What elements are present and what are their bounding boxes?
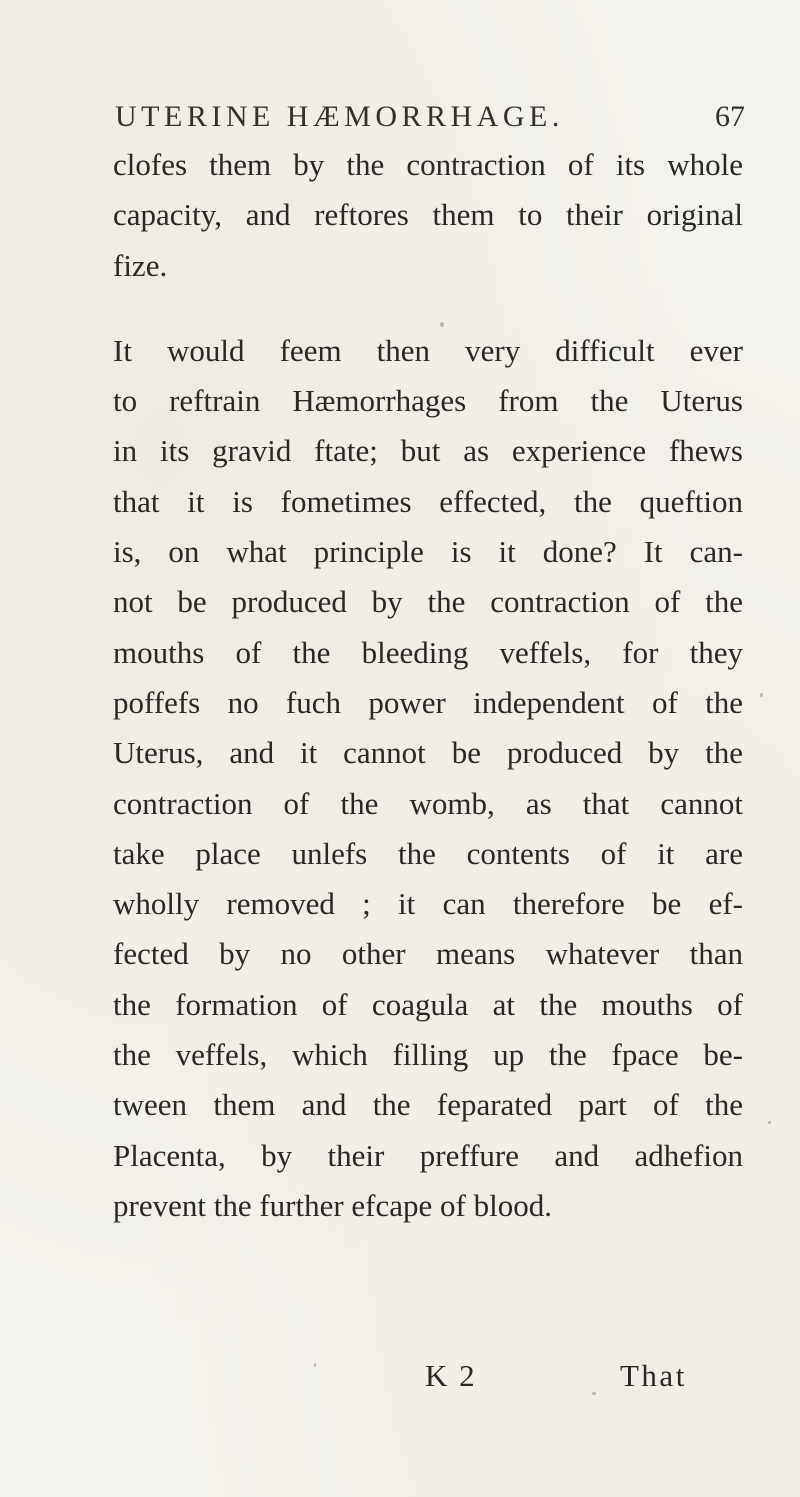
paper-speck xyxy=(760,693,763,697)
catchword: That xyxy=(620,1358,687,1393)
running-head-title: UTERINE HÆMORRHAGE. xyxy=(115,100,564,133)
paragraph-2 xyxy=(113,326,743,1231)
running-head xyxy=(115,100,745,140)
signature-mark: K 2 xyxy=(425,1358,477,1393)
text-line: not be produced by the contraction of the xyxy=(113,584,743,620)
text-line: capacity, and reftores them to their original xyxy=(113,197,743,233)
paper-speck xyxy=(592,1392,596,1395)
text-line: in its gravid ftate; but as experience fhews xyxy=(113,433,743,469)
text-line: tween them and the feparated part of the xyxy=(113,1087,743,1123)
paper-speck xyxy=(314,1363,316,1367)
text-line: the formation of coagula at the mouths of xyxy=(113,986,743,1022)
text-line: is, on what principle is it done? It can- xyxy=(113,534,743,570)
text-line: fected by no other means whatever than xyxy=(113,936,743,972)
text-line: wholly removed ; it can therefore be ef- xyxy=(113,886,743,922)
text-line: fize. xyxy=(113,247,168,283)
text-line: clofes them by the contraction of its whole xyxy=(113,147,743,182)
text-line: take place unlefs the contents of it are xyxy=(113,835,743,871)
paper-speck xyxy=(768,1121,771,1124)
paragraph-gap xyxy=(113,291,743,326)
text-line: Placenta, by their preffure and adhefion xyxy=(113,1137,743,1173)
text-line: mouths of the bleeding veffels, for they xyxy=(113,634,743,670)
text-line: Uterus, and it cannot be produced by the xyxy=(113,735,743,771)
paper-speck xyxy=(440,322,444,327)
text-line: prevent the further efcape of blood. xyxy=(113,1187,552,1223)
paragraph-1 xyxy=(113,140,743,291)
text-line: to reftrain Hæmorrhages from the Uterus xyxy=(113,383,743,419)
text-line: It would feem then very difficult ever xyxy=(113,332,743,368)
page-number: 67 xyxy=(715,100,745,133)
text-line: contraction of the womb, as that cannot xyxy=(113,785,743,821)
text-line: that it is fometimes effected, the queftion xyxy=(113,483,743,519)
text-line: the veffels, which filling up the fpace be- xyxy=(113,1037,743,1073)
text-line: poffefs no fuch power independent of the xyxy=(113,684,743,720)
body-text xyxy=(113,140,743,1231)
